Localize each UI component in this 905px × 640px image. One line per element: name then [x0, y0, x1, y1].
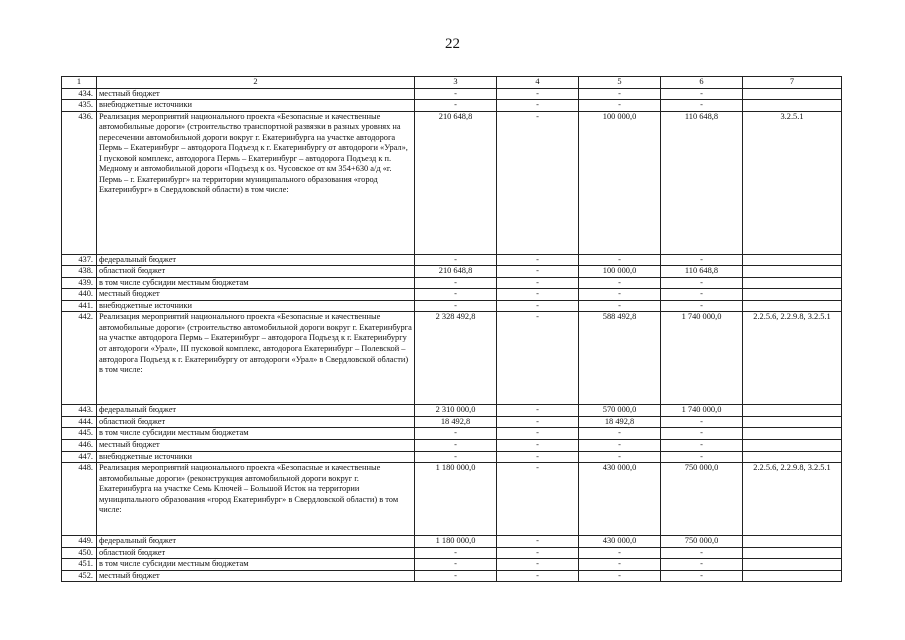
table-row — [62, 289, 842, 301]
cell-col-7 — [743, 277, 842, 289]
row-number: 452. — [62, 570, 97, 582]
cell-col-5: 570 000,0 — [579, 405, 661, 417]
cell-col-7 — [743, 300, 842, 312]
cell-col-7 — [743, 100, 842, 112]
cell-col-4: - — [497, 559, 579, 571]
row-number: 437. — [62, 254, 97, 266]
row-name: областной бюджет — [97, 416, 415, 428]
cell-col-6: - — [661, 440, 743, 452]
cell-col-3: 1 180 000,0 — [415, 463, 497, 536]
table-row — [62, 312, 842, 405]
cell-col-5: - — [579, 451, 661, 463]
cell-col-5: 100 000,0 — [579, 266, 661, 278]
row-number: 447. — [62, 451, 97, 463]
cell-col-3: - — [415, 88, 497, 100]
cell-col-7: 2.2.5.6, 2.2.9.8, 3.2.5.1 — [743, 463, 842, 536]
row-number: 449. — [62, 536, 97, 548]
cell-col-3: - — [415, 559, 497, 571]
cell-col-4: - — [497, 416, 579, 428]
table-row — [62, 300, 842, 312]
row-name: внебюджетные источники — [97, 100, 415, 112]
cell-col-6: - — [661, 547, 743, 559]
row-number: 443. — [62, 405, 97, 417]
row-name: местный бюджет — [97, 88, 415, 100]
cell-col-4: - — [497, 312, 579, 405]
table-row — [62, 463, 842, 536]
cell-col-5: 18 492,8 — [579, 416, 661, 428]
cell-col-6: 1 740 000,0 — [661, 405, 743, 417]
table-row — [62, 440, 842, 452]
cell-col-5: - — [579, 277, 661, 289]
cell-col-3: 2 328 492,8 — [415, 312, 497, 405]
column-header: 4 — [497, 77, 579, 89]
cell-col-4: - — [497, 570, 579, 582]
cell-col-4: - — [497, 440, 579, 452]
table-row — [62, 405, 842, 417]
table-row — [62, 547, 842, 559]
row-name: федеральный бюджет — [97, 405, 415, 417]
row-number: 450. — [62, 547, 97, 559]
cell-col-7 — [743, 266, 842, 278]
table-row — [62, 111, 842, 254]
row-name: федеральный бюджет — [97, 536, 415, 548]
cell-col-5: - — [579, 254, 661, 266]
cell-col-3: - — [415, 277, 497, 289]
row-number: 439. — [62, 277, 97, 289]
row-number: 434. — [62, 88, 97, 100]
row-number: 446. — [62, 440, 97, 452]
cell-col-5: - — [579, 570, 661, 582]
column-header: 6 — [661, 77, 743, 89]
row-number: 438. — [62, 266, 97, 278]
cell-col-4: - — [497, 88, 579, 100]
cell-col-3: 18 492,8 — [415, 416, 497, 428]
budget-table — [61, 76, 842, 582]
table-row — [62, 428, 842, 440]
cell-col-3: - — [415, 289, 497, 301]
row-name: федеральный бюджет — [97, 254, 415, 266]
cell-col-5: 588 492,8 — [579, 312, 661, 405]
cell-col-5: - — [579, 440, 661, 452]
column-header: 3 — [415, 77, 497, 89]
cell-col-7 — [743, 570, 842, 582]
cell-col-7 — [743, 88, 842, 100]
table-row — [62, 570, 842, 582]
cell-col-5: - — [579, 100, 661, 112]
row-name: в том числе субсидии местным бюджетам — [97, 559, 415, 571]
cell-col-4: - — [497, 300, 579, 312]
cell-col-7 — [743, 405, 842, 417]
table-row — [62, 277, 842, 289]
cell-col-3: 210 648,8 — [415, 111, 497, 254]
row-number: 445. — [62, 428, 97, 440]
cell-col-3: - — [415, 440, 497, 452]
column-header: 2 — [97, 77, 415, 89]
cell-col-6: - — [661, 570, 743, 582]
row-number: 435. — [62, 100, 97, 112]
cell-col-6: - — [661, 289, 743, 301]
cell-col-5: 100 000,0 — [579, 111, 661, 254]
row-name: в том числе субсидии местным бюджетам — [97, 428, 415, 440]
cell-col-6: 110 648,8 — [661, 111, 743, 254]
cell-col-7 — [743, 428, 842, 440]
cell-col-6: 750 000,0 — [661, 463, 743, 536]
cell-col-4: - — [497, 266, 579, 278]
cell-col-3: - — [415, 451, 497, 463]
page-number: 22 — [445, 36, 460, 52]
cell-col-7 — [743, 416, 842, 428]
row-name: местный бюджет — [97, 289, 415, 301]
row-name: Реализация мероприятий национального проекта «Безопасные и качественные автомобильные дороги» (реконструкция автомобильной дороги вокруг г. Екатеринбурга на участке Семь Ключей – Большой Исток на территории муниципального образования «город Екатеринбург» в Свердловской области) в том числе: — [97, 463, 415, 536]
cell-col-6: 1 740 000,0 — [661, 312, 743, 405]
table-row — [62, 254, 842, 266]
table-row — [62, 88, 842, 100]
cell-col-3: - — [415, 570, 497, 582]
cell-col-7 — [743, 289, 842, 301]
column-header: 1 — [62, 77, 97, 89]
row-name: в том числе субсидии местным бюджетам — [97, 277, 415, 289]
cell-col-5: - — [579, 547, 661, 559]
cell-col-5: - — [579, 428, 661, 440]
table-header-row — [62, 77, 842, 89]
row-number: 451. — [62, 559, 97, 571]
row-name: областной бюджет — [97, 547, 415, 559]
cell-col-6: - — [661, 277, 743, 289]
cell-col-7 — [743, 451, 842, 463]
cell-col-3: - — [415, 254, 497, 266]
cell-col-5: - — [579, 289, 661, 301]
cell-col-4: - — [497, 463, 579, 536]
cell-col-6: - — [661, 254, 743, 266]
cell-col-7: 3.2.5.1 — [743, 111, 842, 254]
cell-col-6: - — [661, 100, 743, 112]
cell-col-3: - — [415, 428, 497, 440]
cell-col-7 — [743, 536, 842, 548]
cell-col-6: - — [661, 88, 743, 100]
cell-col-5: 430 000,0 — [579, 463, 661, 536]
cell-col-3: 210 648,8 — [415, 266, 497, 278]
column-header: 5 — [579, 77, 661, 89]
table-row — [62, 451, 842, 463]
cell-col-3: - — [415, 100, 497, 112]
table-row — [62, 266, 842, 278]
cell-col-4: - — [497, 289, 579, 301]
cell-col-6: - — [661, 428, 743, 440]
cell-col-3: - — [415, 300, 497, 312]
row-number: 436. — [62, 111, 97, 254]
cell-col-4: - — [497, 277, 579, 289]
cell-col-4: - — [497, 428, 579, 440]
cell-col-6: 750 000,0 — [661, 536, 743, 548]
cell-col-6: - — [661, 451, 743, 463]
cell-col-5: - — [579, 559, 661, 571]
row-name: Реализация мероприятий национального проекта «Безопасные и качественные автомобильные дороги» (строительство транспортной развязки в разных уровнях на пересечении автомобильной дороги вокруг г. Екатеринбурга на участке автодорога Пермь – Екатеринбург – автодорога Подъезд к г. Екатеринбургу от автодороги «Урал», I пусковой комплекс, автодорога Пермь – Екатеринбург – автодорога Подъезд к п. Медному и автомобильной дороги «Подъезд к оз. Чусовское от км 354+630 а/д «г. Пермь – г. Екатеринбург» на территории муниципального образования «город Екатеринбург» в Свердловской области) в том числе: — [97, 111, 415, 254]
row-number: 448. — [62, 463, 97, 536]
cell-col-5: 430 000,0 — [579, 536, 661, 548]
row-name: внебюджетные источники — [97, 451, 415, 463]
row-name: местный бюджет — [97, 570, 415, 582]
cell-col-3: - — [415, 547, 497, 559]
table-row — [62, 100, 842, 112]
cell-col-4: - — [497, 100, 579, 112]
cell-col-6: 110 648,8 — [661, 266, 743, 278]
row-name: областной бюджет — [97, 266, 415, 278]
cell-col-7 — [743, 440, 842, 452]
cell-col-4: - — [497, 547, 579, 559]
cell-col-4: - — [497, 451, 579, 463]
cell-col-7 — [743, 254, 842, 266]
cell-col-7: 2.2.5.6, 2.2.9.8, 3.2.5.1 — [743, 312, 842, 405]
row-name: местный бюджет — [97, 440, 415, 452]
cell-col-4: - — [497, 111, 579, 254]
cell-col-6: - — [661, 300, 743, 312]
column-header: 7 — [743, 77, 842, 89]
row-number: 444. — [62, 416, 97, 428]
row-number: 441. — [62, 300, 97, 312]
cell-col-5: - — [579, 300, 661, 312]
table-row — [62, 416, 842, 428]
cell-col-3: 1 180 000,0 — [415, 536, 497, 548]
row-number: 440. — [62, 289, 97, 301]
row-name: внебюджетные источники — [97, 300, 415, 312]
cell-col-5: - — [579, 88, 661, 100]
table-row — [62, 536, 842, 548]
cell-col-4: - — [497, 536, 579, 548]
row-name: Реализация мероприятий национального проекта «Безопасные и качественные автомобильные дороги» (строительство автомобильной дороги вокруг г. Екатеринбурга на участке автодорога Пермь – Екатеринбург – автодорога Подъезд к г. Екатеринбургу от автодороги «Урал», III пусковой комплекс, автодорога Екатеринбург – Полевской – автодорога Подъезд к г. Екатеринбургу от автодороги «Урал» в Свердловской области) в том числе: — [97, 312, 415, 405]
cell-col-3: 2 310 000,0 — [415, 405, 497, 417]
table-row — [62, 559, 842, 571]
row-number: 442. — [62, 312, 97, 405]
cell-col-7 — [743, 547, 842, 559]
cell-col-6: - — [661, 416, 743, 428]
cell-col-4: - — [497, 405, 579, 417]
cell-col-6: - — [661, 559, 743, 571]
cell-col-7 — [743, 559, 842, 571]
cell-col-4: - — [497, 254, 579, 266]
